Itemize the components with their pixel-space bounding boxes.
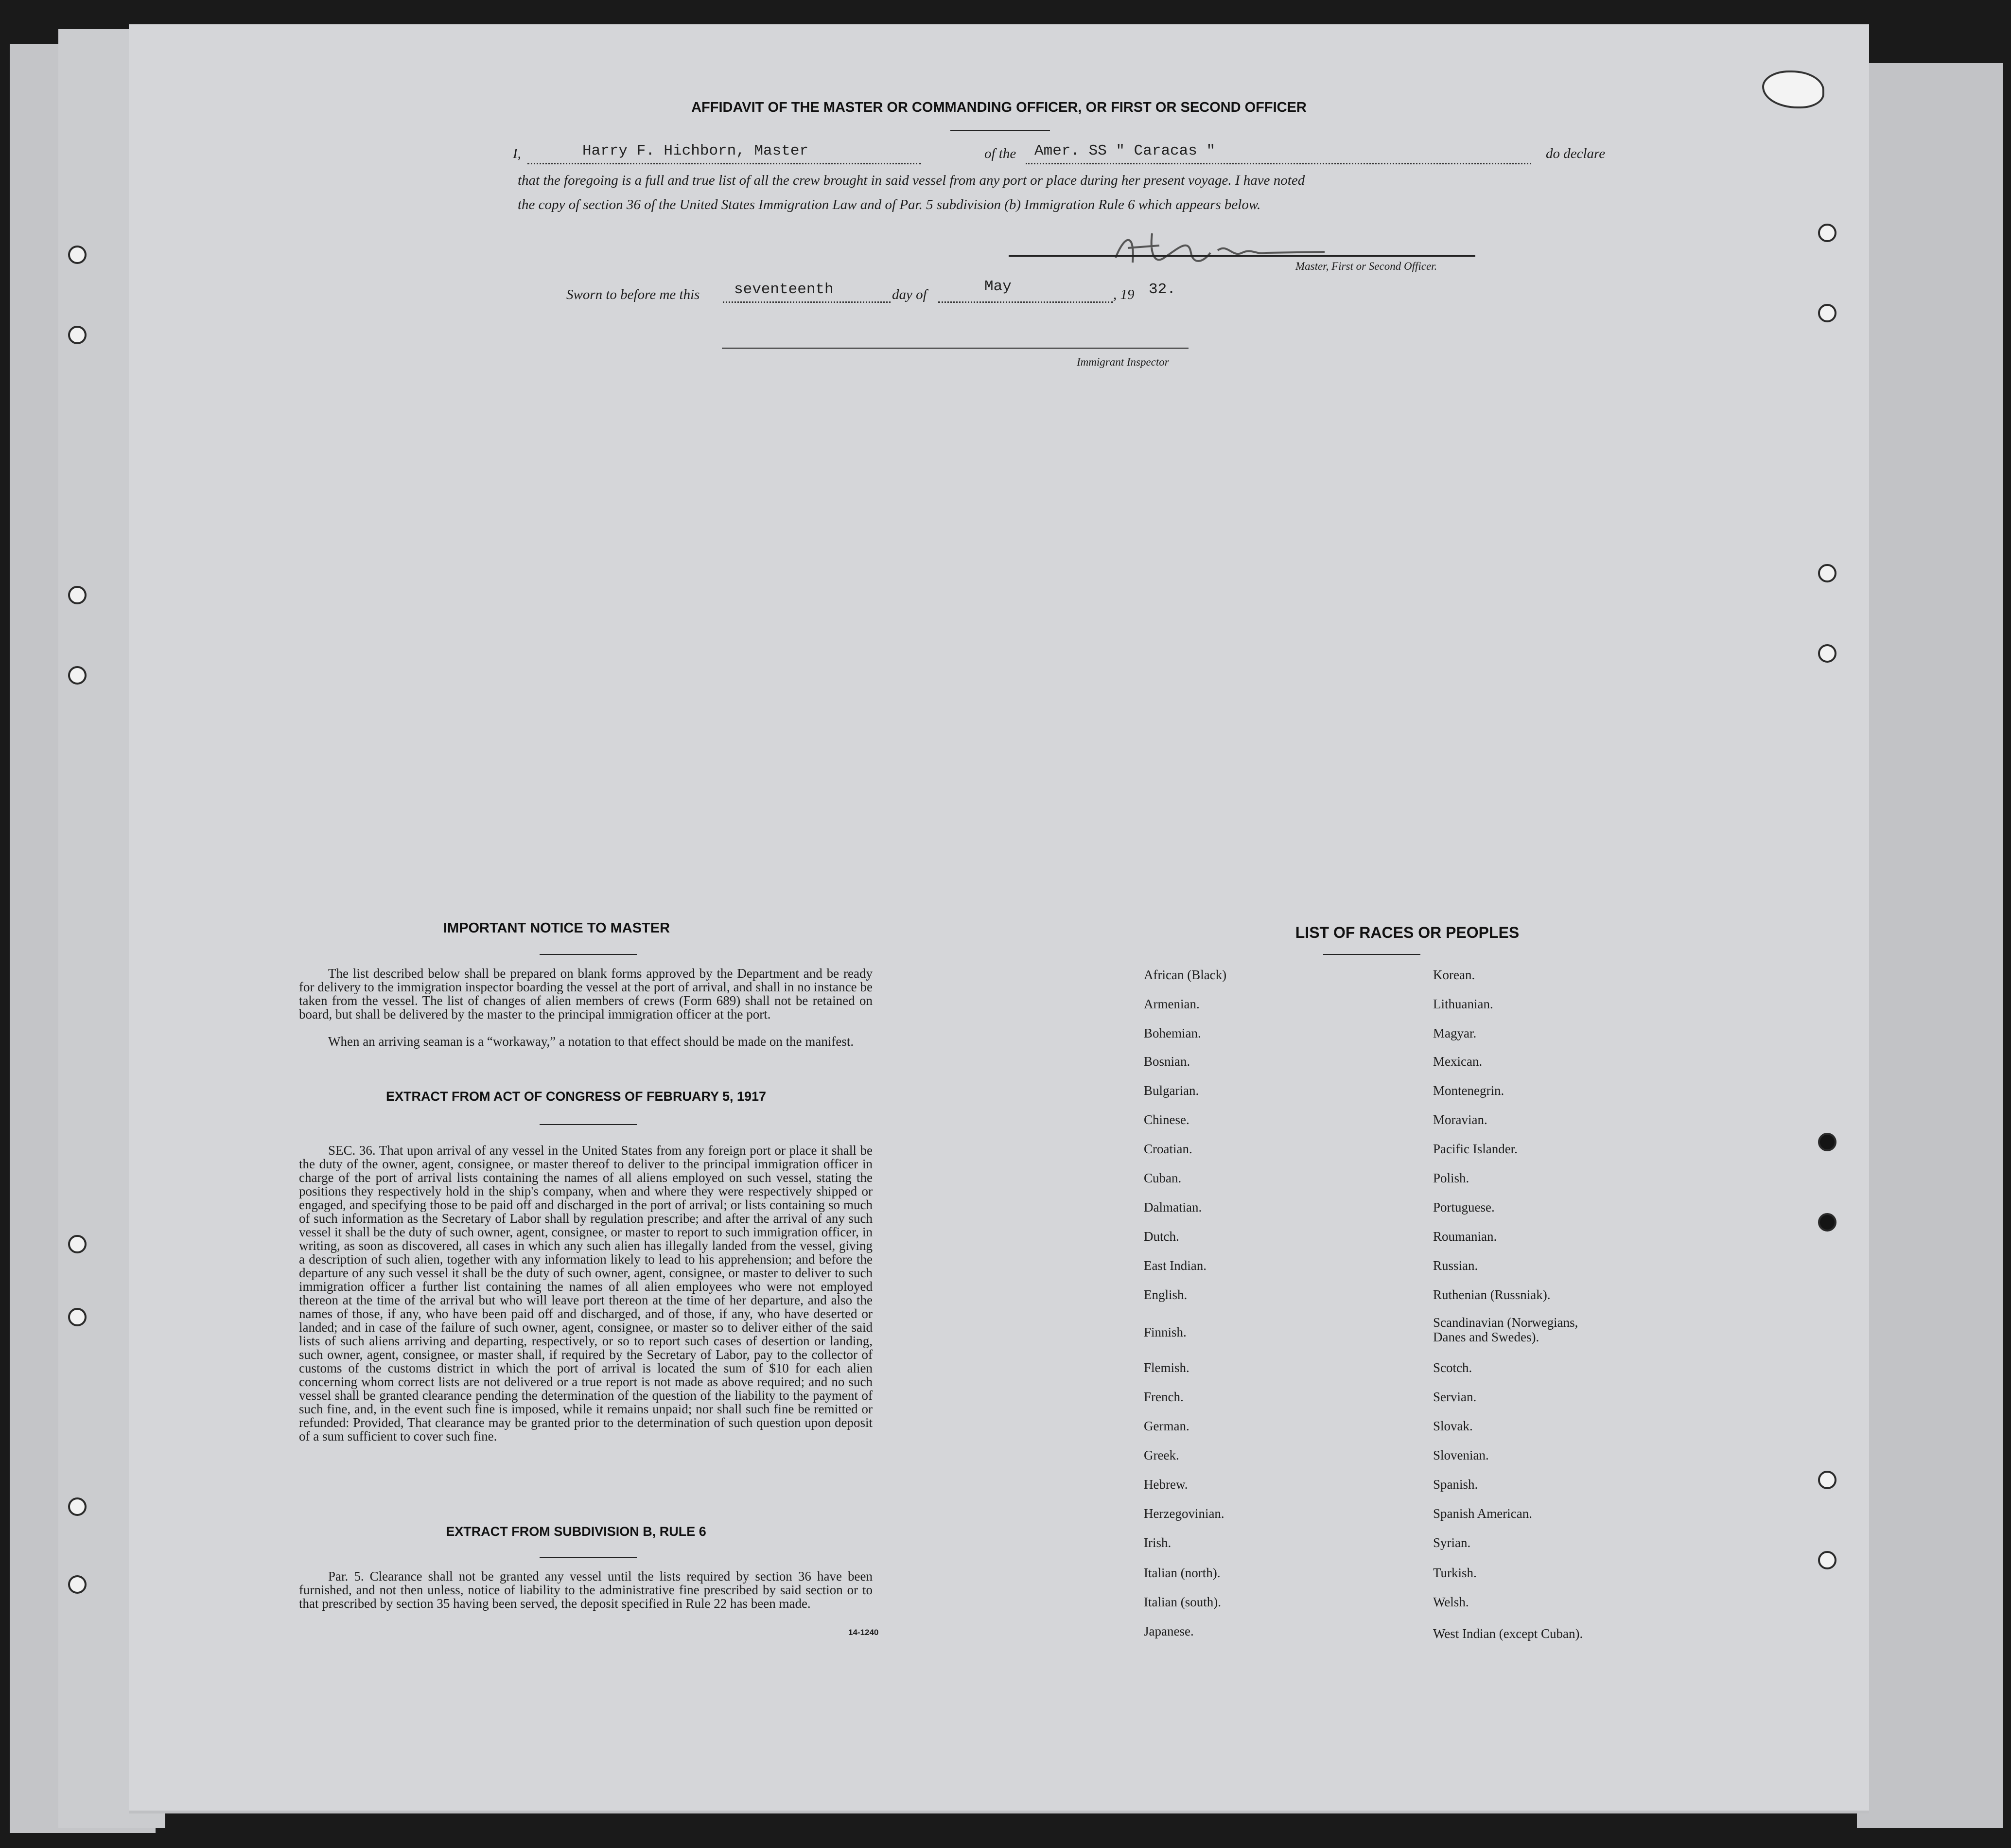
race-item: Welsh. bbox=[1433, 1595, 1469, 1609]
extract-act-rule bbox=[540, 1124, 637, 1125]
punch-hole bbox=[1818, 1471, 1836, 1489]
race-item: Mexican. bbox=[1433, 1054, 1483, 1069]
sworn-label: Sworn to before me this bbox=[566, 287, 700, 302]
race-item: Herzegovinian. bbox=[1144, 1506, 1224, 1521]
punch-hole bbox=[1818, 1551, 1836, 1569]
race-item: Bosnian. bbox=[1144, 1054, 1190, 1069]
master-name-field: Harry F. Hichborn, Master bbox=[582, 142, 809, 159]
extract-act-heading: EXTRACT FROM ACT OF CONGRESS OF FEBRUARY 5, 1917 bbox=[385, 1089, 767, 1104]
race-item: Turkish. bbox=[1433, 1566, 1477, 1580]
month-line bbox=[938, 301, 1113, 303]
race-item: English. bbox=[1144, 1287, 1188, 1302]
race-item: German. bbox=[1144, 1419, 1189, 1433]
punch-hole bbox=[1818, 224, 1836, 242]
punch-hole bbox=[1818, 1133, 1836, 1151]
extract-rule-text: Par. 5. Clearance shall not be granted any vessel until the lists required by section 36 have been furnished, and not then unless, notice of liability to the administrative fine prescribed by said section or to that prescribed by section 35 having been served, the deposit specified in Rule 22 has been made. bbox=[299, 1569, 873, 1611]
notice-paragraph-2: When an arriving seaman is a “workaway,” a notation to that effect should be made on the manifest. bbox=[328, 1034, 854, 1049]
notice-heading: IMPORTANT NOTICE TO MASTER bbox=[443, 920, 670, 936]
sworn-year-field: 32. bbox=[1149, 281, 1176, 298]
race-item: African (Black) bbox=[1144, 968, 1227, 982]
race-item: Dalmatian. bbox=[1144, 1200, 1202, 1214]
race-item: Slovak. bbox=[1433, 1419, 1473, 1433]
race-item: French. bbox=[1144, 1390, 1184, 1404]
day-line bbox=[723, 301, 891, 303]
race-item: Bulgarian. bbox=[1144, 1083, 1199, 1098]
vessel-field: Amer. SS " Caracas " bbox=[1034, 142, 1216, 159]
race-item: Polish. bbox=[1433, 1171, 1469, 1185]
crew-manifest-page bbox=[129, 24, 1869, 1813]
race-item: Japanese. bbox=[1144, 1624, 1194, 1638]
signature-line bbox=[1009, 255, 1475, 257]
race-item: Portuguese. bbox=[1433, 1200, 1495, 1214]
affidavit-line-3: the copy of section 36 of the United States Immigration Law and of Par. 5 subdivision (b) Immigration Rule 6 which appears below. bbox=[518, 197, 1261, 212]
punch-hole bbox=[68, 246, 87, 264]
race-item: Russian. bbox=[1433, 1258, 1478, 1273]
race-item: Roumanian. bbox=[1433, 1229, 1497, 1244]
punch-hole bbox=[68, 1308, 87, 1326]
punch-hole bbox=[68, 586, 87, 604]
notice-paragraph-1: The list described below shall be prepared on blank forms approved by the Department and be ready for delivery to the immigration inspector boarding the vessel at the port of arrival, and shall in no instance be taken from the vessel. The list of changes of alien members of crews (Form 689) shall not be retained on board, but shall be delivered by the master to the principal immigration officer at the port. bbox=[299, 966, 873, 1021]
form-number: 14-1240 bbox=[848, 1628, 879, 1637]
race-item: Slovenian. bbox=[1433, 1448, 1489, 1462]
punch-hole bbox=[1818, 644, 1836, 663]
sworn-day-field: seventeenth bbox=[734, 281, 834, 298]
heading-rule bbox=[950, 130, 1050, 131]
race-item: Spanish. bbox=[1433, 1477, 1478, 1492]
sworn-month-field: May bbox=[984, 278, 1012, 295]
race-item: Bohemian. bbox=[1144, 1026, 1201, 1040]
race-item: Syrian. bbox=[1433, 1535, 1471, 1550]
year-prefix: , 19 bbox=[1113, 287, 1135, 302]
extract-act-text: SEC. 36. That upon arrival of any vessel in the United States from any foreign port or place it shall be the duty of the owner, agent, consignee, or master thereof to deliver to the principal immigration officer in charge of the port of arrival lists containing the names of all aliens employed on such vessel, stating the positions they respectively hold in the ship's company, when and where they were respectively shipped or engaged, and specifying those to be paid off and discharged in the port of arrival; or lists containing so much of such information as the Secretary of Labor shall by regulation prescribe; and after the arrival of any such vessel it shall be the duty of such owner, agent, consignee, or master to report to such immigration officer, in writing, as soon as discovered, all cases in which any such alien has illegally landed from the vessel, giving a description of such alien, together with any information likely to lead to his apprehension; and before the departure of any such vessel it shall be the duty of such owner, agent, consignee, or master to deliver to such immigration officer a further list containing the names of all alien employees who were not employed thereon at the time of the arrival but who will leave port thereon at the time of her departure, and also the names of those, if any, who have been paid off and discharged, and of those, if any, who have deserted or landed; and in case of the failure of such owner, agent, consignee, or master so to deliver either of the said lists of such aliens arriving and departing, respectively, or so to report such cases of desertion or landing, such owner, agent, consignee, or master shall, if required by the Secretary of Labor, pay to the collector of customs of the customs district in which the port of arrival is located the sum of $10 for each alien concerning whom correct lists are not delivered or a true report is not made as above required; and no such vessel shall be granted clearance pending the determination of the question of the liability to the payment of such fine, and, in the event such fine is imposed, while it remains unpaid; nor shall such fine be remitted or refunded: Provided, That clearance may be granted prior to the determination of such question upon deposit of a sum sufficient to cover such fine. bbox=[299, 1143, 873, 1443]
race-item: Dutch. bbox=[1144, 1229, 1179, 1244]
of-the-label: of the bbox=[984, 146, 1016, 161]
race-item: Montenegrin. bbox=[1433, 1083, 1504, 1098]
punch-hole bbox=[68, 1575, 87, 1594]
master-name-line bbox=[527, 163, 921, 164]
race-item: Irish. bbox=[1144, 1535, 1172, 1550]
punch-hole bbox=[1818, 1213, 1836, 1232]
inspector-line bbox=[722, 348, 1189, 349]
race-item: East Indian. bbox=[1144, 1258, 1207, 1273]
signer-title: Master, First or Second Officer. bbox=[1295, 260, 1437, 272]
race-item: Greek. bbox=[1144, 1448, 1179, 1462]
vessel-line bbox=[1026, 163, 1531, 164]
i-label: I, bbox=[513, 146, 521, 161]
do-declare-label: do declare bbox=[1546, 146, 1606, 161]
background-sheet-right bbox=[1857, 63, 2003, 1828]
race-item: Scandinavian (Norwegians, Danes and Swedes). bbox=[1433, 1315, 1578, 1344]
punch-hole bbox=[1818, 304, 1836, 322]
race-item: Italian (north). bbox=[1144, 1566, 1221, 1580]
affidavit-heading: AFFIDAVIT OF THE MASTER OR COMMANDING OFFICER, OR FIRST OR SECOND OFFICER bbox=[691, 100, 1307, 115]
race-item: Servian. bbox=[1433, 1390, 1477, 1404]
race-item: Flemish. bbox=[1144, 1360, 1189, 1375]
race-item: Korean. bbox=[1433, 968, 1475, 982]
races-heading: LIST OF RACES OR PEOPLES bbox=[1295, 924, 1520, 941]
race-item: Spanish American. bbox=[1433, 1506, 1532, 1521]
punch-hole bbox=[68, 1497, 87, 1516]
extract-rule-rule bbox=[540, 1557, 637, 1558]
affidavit-line-2: that the foregoing is a full and true list of all the crew brought in said vessel from any port or place during her present voyage. I have noted bbox=[518, 173, 1305, 188]
inspector-label: Immigrant Inspector bbox=[1077, 356, 1169, 368]
race-item: Lithuanian. bbox=[1433, 997, 1493, 1011]
race-item: Armenian. bbox=[1144, 997, 1200, 1011]
race-item: Magyar. bbox=[1433, 1026, 1477, 1040]
race-item: Moravian. bbox=[1433, 1112, 1487, 1127]
races-rule bbox=[1323, 954, 1420, 955]
race-item: Scotch. bbox=[1433, 1360, 1472, 1375]
punch-hole bbox=[1818, 564, 1836, 582]
race-item: West Indian (except Cuban). bbox=[1433, 1626, 1583, 1641]
race-item: Ruthenian (Russniak). bbox=[1433, 1287, 1551, 1302]
race-item: Croatian. bbox=[1144, 1142, 1192, 1156]
notice-rule bbox=[540, 954, 637, 955]
punch-hole bbox=[68, 326, 87, 344]
page-edge bbox=[129, 1811, 1869, 1813]
race-item: Pacific Islander. bbox=[1433, 1142, 1518, 1156]
punch-hole bbox=[68, 1235, 87, 1253]
extract-rule-heading: EXTRACT FROM SUBDIVISION B, RULE 6 bbox=[446, 1524, 706, 1539]
race-item: Finnish. bbox=[1144, 1325, 1187, 1339]
race-item: Cuban. bbox=[1144, 1171, 1182, 1185]
race-item: Hebrew. bbox=[1144, 1477, 1188, 1492]
day-of-label: day of bbox=[892, 287, 927, 302]
race-item: Chinese. bbox=[1144, 1112, 1189, 1127]
punch-hole bbox=[68, 666, 87, 685]
race-item: Italian (south). bbox=[1144, 1595, 1221, 1609]
